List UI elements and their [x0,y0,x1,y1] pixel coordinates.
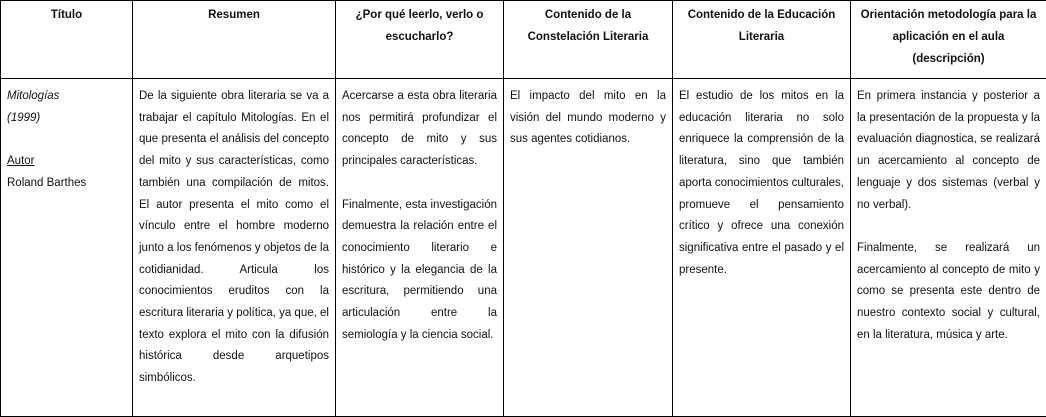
header-orientacion-metodologica: Orientación metodología para la aplicación en el aula (descripción) [851,1,1046,79]
orientacion-paragraph-1: En primera instancia y posterior a la presentación de la propuesta y la evaluación diagnostica, se realizará un acercamiento al concepto de lenguaje y dos sistemas (verbal y no verbal). [857,86,1040,216]
orientacion-paragraph-2: Finalmente, se realizará un acercamiento al concepto de mito y como se presenta este dentro de nuestro contexto social y cultural, en la literatura, música y arte. [857,238,1040,347]
table-row [1,79,1046,417]
author-label: Autor [7,151,126,173]
header-por-que-leerlo: ¿Por qué leerlo, verlo o escucharlo? [336,1,504,79]
cell-resumen: De la siguiente obra literaria se va a trabajar el capítulo Mitologías. En el que presenta el análisis del concepto del mito y sus características, como también una compilación de mitos. El autor presenta el mito como el vínculo entre el hombre moderno junto a los fenómenos y objetos de la cotidianidad. Articula los conocimientos eruditos con la escritura literaria y política, ya que, el texto explora el mito con la difusión histórica desde arquetipos simbólicos. [133,79,336,417]
work-title: Mitologías [7,86,126,108]
por-que-paragraph-2: Finalmente, esta investigación demuestra la relación entre el conocimiento literario e histórico y la elegancia de la escritura, permitiendo una articulación entre la semiología y la ciencia social. [342,195,497,347]
author-name: Roland Barthes [7,173,126,195]
header-constelacion-literaria: Contenido de la Constelación Literaria [504,1,673,79]
cell-orientacion-metodologica [851,79,1046,417]
cell-titulo [1,79,133,417]
cell-constelacion-literaria: El impacto del mito en la visión del mundo moderno y sus agentes cotidianos. [504,79,673,417]
por-que-paragraph-1: Acercarse a esta obra literaria nos permitirá profundizar el concepto de mito y sus principales características. [342,86,497,173]
header-row [1,1,1046,79]
header-educacion-literaria: Contenido de la Educación Literaria [673,1,851,79]
header-resumen: Resumen [133,1,336,79]
cell-educacion-literaria: El estudio de los mitos en la educación literaria no solo enriquece la comprensión de la literatura, sino que también aporta conocimientos culturales, promueve el pensamiento crítico y ofrece una conexión significativa entre el pasado y el presente. [673,79,851,417]
cell-por-que-leerlo [336,79,504,417]
header-titulo: Título [1,1,133,79]
work-year: (1999) [7,108,126,130]
